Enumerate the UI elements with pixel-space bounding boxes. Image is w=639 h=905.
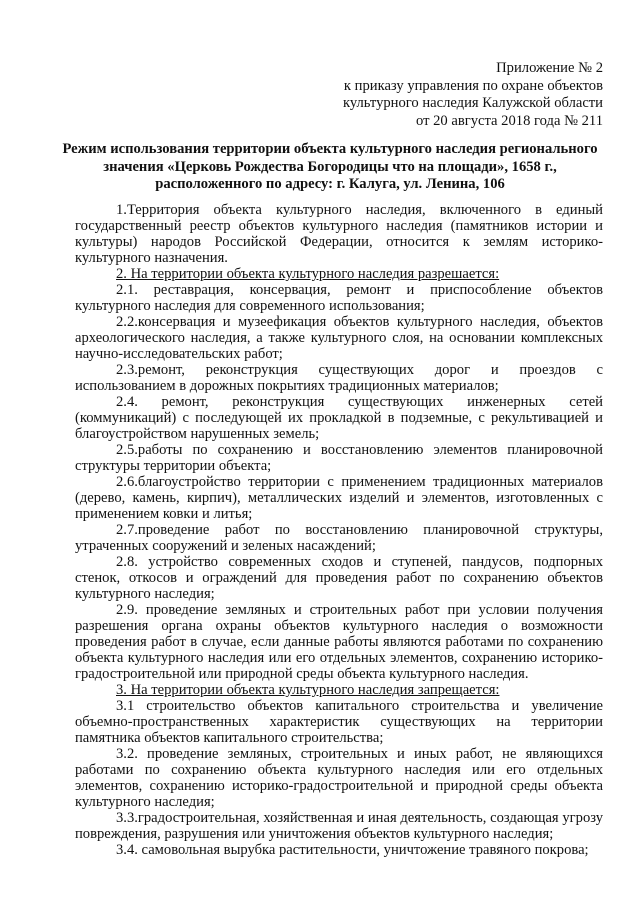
appendix-number: Приложение № 2	[496, 60, 603, 76]
title-line-3: расположенного по адресу: г. Калуга, ул. Ленина, 106	[155, 176, 505, 192]
paragraph-1: 1.Территория объекта культурного наследия, включенного в единый государственный реестр объектов культурного наследия (памятников истории и культуры) народов Российской Федерации, относится к землям историко-культурного назначения.	[75, 202, 603, 266]
paragraph-2-5: 2.5.работы по сохранению и восстановлению элементов планировочной структуры территории объекта;	[75, 442, 603, 474]
paragraph-2-2: 2.2.консервация и музеефикация объектов культурного наследия, объектов археологического наследия, а также культурного слоя, на основании комплексных научно-исследовательских работ;	[75, 314, 603, 362]
appendix-order-ref: к приказу управления по охране объектов	[343, 77, 603, 94]
paragraph-2-4: 2.4. ремонт, реконструкция существующих инженерных сетей (коммуникаций) с последующей их прокладкой в подземные, с рекультивацией и благоустройством нарушенных земель;	[75, 394, 603, 442]
document-title	[60, 141, 600, 194]
appendix-authority: культурного наследия Калужской области	[342, 95, 603, 111]
section-heading-prohibited: 3. На территории объекта культурного наследия запрещается:	[116, 682, 500, 698]
paragraph-2-8: 2.8. устройство современных сходов и ступеней, пандусов, подпорных стенок, откосов и ограждений для проведения работ по сохранению объектов культурного наследия;	[75, 554, 603, 602]
paragraph-3-3: 3.3.градостроительная, хозяйственная и иная деятельность, создающая угрозу повреждения, разрушения или уничтожения объектов культурного наследия;	[75, 810, 603, 842]
paragraph-2-6: 2.6.благоустройство территории с применением традиционных материалов (дерево, камень, кирпич), металлических изделий и элементов, изготовленных с применением ковки и литья;	[75, 474, 603, 522]
paragraph-3-4: 3.4. самовольная вырубка растительности, уничтожение травяного покрова;	[116, 842, 589, 858]
section-heading-allowed: 2. На территории объекта культурного наследия разрешается:	[116, 266, 500, 282]
paragraph-3-1: 3.1 строительство объектов капитального строительства и увеличение объемно-пространственных характеристик существующих на территории памятника объектов капитального строительства;	[75, 698, 603, 746]
paragraph-2-3: 2.3.ремонт, реконструкция существующих дорог и проездов с использованием в дорожных покрытиях традиционных материалов;	[75, 362, 603, 394]
paragraph-2-9: 2.9. проведение земляных и строительных работ при условии получения разрешения органа охраны объектов культурного наследия о возможности проведения работ в случае, если данные работы являются работами по сохранению объекта культурного наследия или его отдельных элементов, сохранению историко-градостроительной или природной среды объекта культурного наследия.	[75, 602, 603, 682]
paragraph-2-7: 2.7.проведение работ по восстановлению планировочной структуры, утраченных сооружений и зеленых насаждений;	[75, 522, 603, 554]
paragraph-2-1: 2.1. реставрация, консервация, ремонт и приспособление объектов культурного наследия для современного использования;	[75, 282, 603, 314]
title-line-1: Режим использования территории объекта культурного наследия регионального	[62, 141, 598, 157]
document-body	[75, 202, 603, 858]
appendix-date: от 20 августа 2018 года № 211	[416, 112, 603, 129]
paragraph-3-2: 3.2. проведение земляных, строительных и иных работ, не являющихся работами по сохранению объекта культурного наследия или его отдельных элементов, сохранению историко-градостроительной и природной среды объекта культурного наследия;	[75, 746, 603, 810]
appendix-header	[303, 60, 603, 130]
title-line-2: значения «Церковь Рождества Богородицы что на площади», 1658 г.,	[103, 158, 557, 175]
